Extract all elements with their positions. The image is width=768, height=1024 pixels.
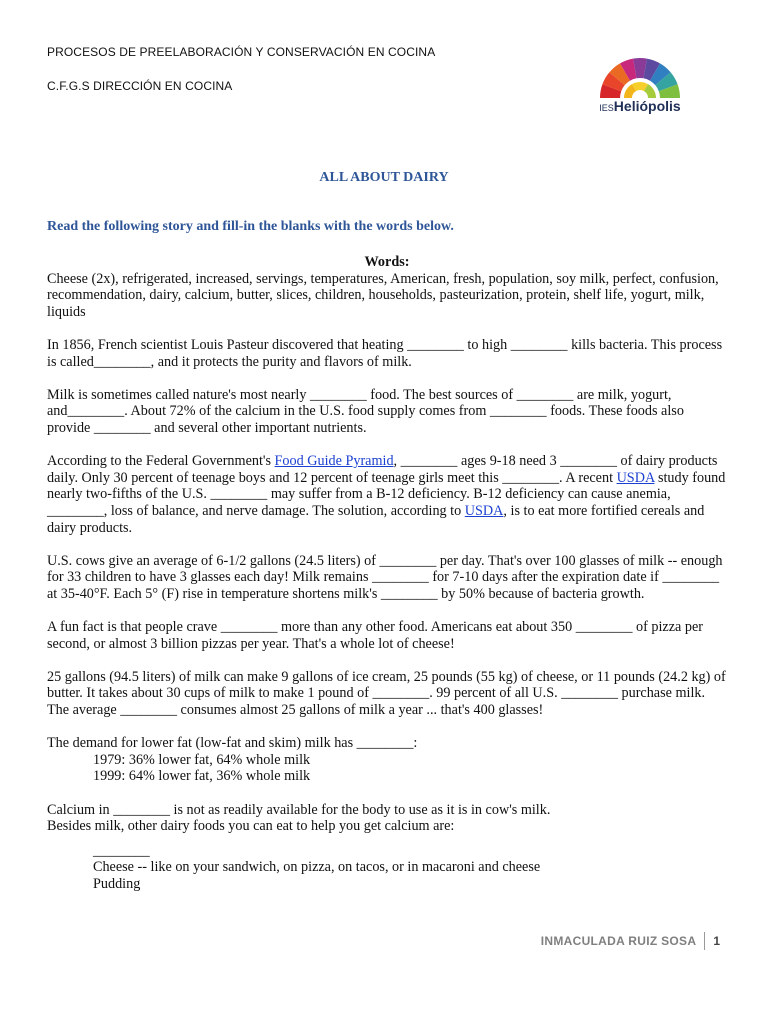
page-number: 1 — [713, 934, 720, 948]
words-list: Cheese (2x), refrigerated, increased, servings, temperatures, American, fresh, population, soy milk, perfect, confusion, recommendation, dairy, calcium, butter, slices, children, households, pasteurization, protein, shelf life, yogurt, milk, liquids — [47, 270, 719, 320]
instructions: Read the following story and fill-in the blanks with the words below. — [47, 219, 454, 234]
document-body — [47, 254, 727, 893]
school-logo — [598, 50, 682, 122]
link-usda[interactable]: USDA — [616, 469, 655, 486]
page-footer — [541, 932, 720, 950]
footer-divider — [704, 932, 705, 950]
list-item: Pudding — [93, 875, 141, 892]
link-usda-2[interactable]: USDA — [464, 502, 504, 519]
stat-1979: 1979: 36% lower fat, 64% whole milk — [93, 751, 311, 768]
page-title: ALL ABOUT DAIRY — [319, 170, 449, 185]
paragraph-soy: Calcium in ________ is not as readily available for the body to use as it is in cow's milk. Besides milk, other dairy foods you can eat to help you get calcium are: — [47, 801, 551, 835]
logo-wordmark — [598, 98, 682, 116]
header-course-title: PROCESOS DE PREELABORACIÓN Y CONSERVACIÓN EN COCINA — [47, 45, 436, 59]
link-food-guide-pyramid[interactable]: Food Guide Pyramid — [274, 453, 394, 470]
footer-author: INMACULADA RUIZ SOSA — [540, 934, 697, 948]
list-item: ________ — [93, 842, 150, 859]
logo-name: Heliópolis — [613, 98, 681, 114]
paragraph-cows: U.S. cows give an average of 6-1/2 gallons (24.5 liters) of ________ per day. That's over 100 glasses of milk -- enough for 33 children to have 3 glasses each day! Milk remains ________ for 7-10 days after the expiration date if ________ at 35-40°F. Each 5° (F) rise in temperature shortens milk's ________ by 50% because of bacteria growth. — [47, 552, 723, 602]
words-heading: Words: — [364, 254, 410, 270]
sunburst-logo-icon — [598, 50, 682, 100]
paragraph-pasteur: In 1856, French scientist Louis Pasteur discovered that heating ________ to high ________ kills bacteria. This process is called________, and it protects the purity and flavors of milk. — [47, 336, 723, 370]
paragraph-demand: The demand for lower fat (low-fat and skim) milk has ________: 1979: 36% lower fat, 64% whole milk 1999: 64% lower fat, 36% whole milk — [47, 735, 418, 785]
logo-prefix: IES — [599, 103, 614, 113]
paragraph-pyramid: According to the Federal Government's Food Guide Pyramid, ________ ages 9-18 need 3 ________ of dairy products daily. Only 30 percent of teenage boys and 12 percent of teenage girls meet this ________. A recent USDA study found nearly two-fifths of the U.S. ________ may suffer from a B-12 deficiency. B-12 deficiency can cause anemia, ________, loss of balance, and nerve damage. The solution, according to USDA, is to eat more fortified cereals and dairy products. — [47, 453, 726, 536]
paragraph-cheese-fact: A fun fact is that people crave ________ more than any other food. Americans eat about 350 ________ of pizza per second, or almost 3 billion pizzas per year. That's a whole lot of cheese! — [47, 619, 703, 652]
paragraph-gallons: 25 gallons (94.5 liters) of milk can make 9 gallons of ice cream, 25 pounds (55 kg) of cheese, or 11 pounds (24.2 kg) of butter. It takes about 30 cups of milk to make 1 pound of ________. 99 percent of all U.S. ________ purchase milk. The average ________ consumes almost 25 gallons of milk a year ... that's 400 glasses! — [47, 668, 726, 719]
paragraph-calcium: Milk is sometimes called nature's most nearly ________ food. The best sources of ________ are milk, yogurt, and________. About 72% of the calcium in the U.S. food supply comes from ________ foods. These foods also provide ________ and several other important nutrients. — [47, 386, 684, 436]
stat-1999: 1999: 64% lower fat, 36% whole milk — [93, 768, 311, 785]
list-item: Cheese -- like on your sandwich, on pizza, on tacos, or in macaroni and cheese — [93, 859, 541, 876]
header-program-title: C.F.G.S DIRECCIÓN EN COCINA — [47, 79, 233, 93]
calcium-foods-list — [47, 843, 727, 893]
